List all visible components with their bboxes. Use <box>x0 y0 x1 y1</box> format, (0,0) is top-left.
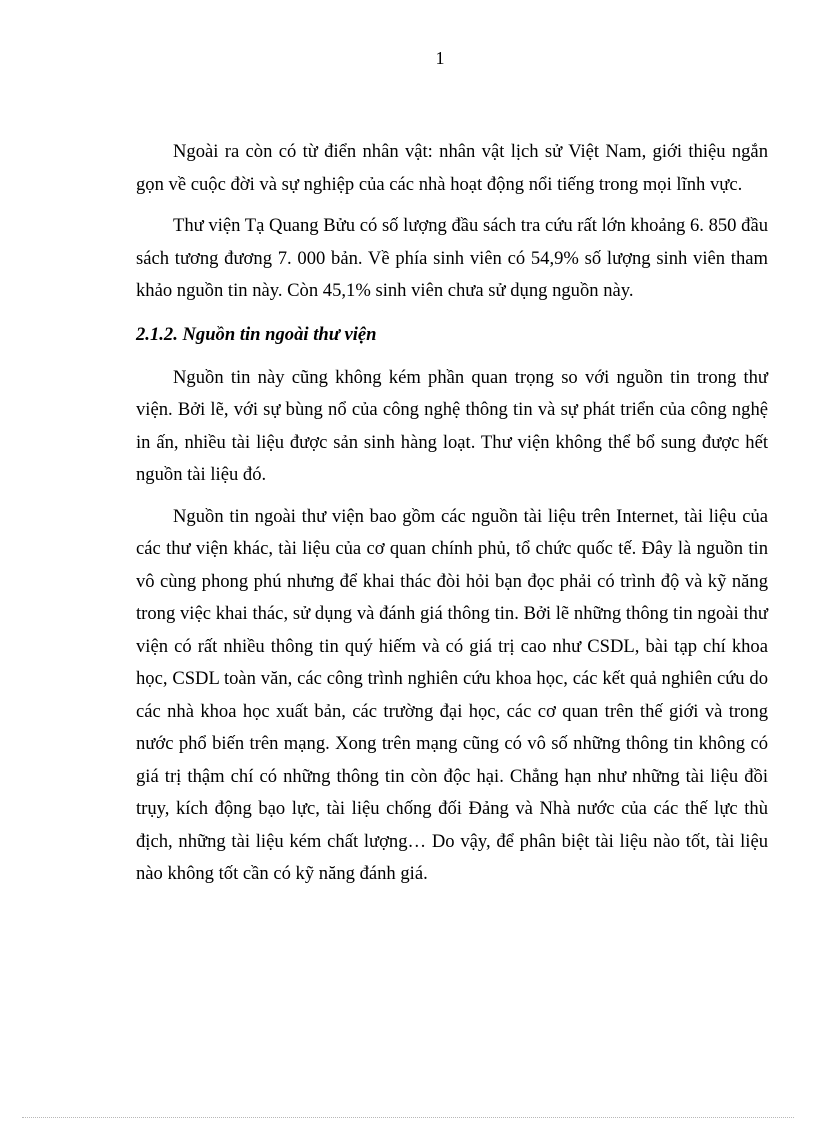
paragraph-external-sources-importance: Nguồn tin này cũng không kém phần quan trọng so với nguồn tin trong thư viện. Bởi lẽ, với sự bùng nổ của công nghệ thông tin và sự phát triển của công nghệ in ấn, nhiều tài liệu được sản sinh hàng loạt. Thư viện không thể bổ sung được hết nguồn tài liệu đó. <box>136 366 768 485</box>
page-bottom-divider <box>22 1117 794 1118</box>
page-number: 1 <box>435 48 445 68</box>
section-heading: 2.1.2. Nguồn tin ngoài thư viện <box>136 323 377 345</box>
paragraph-external-sources-description: Nguồn tin ngoài thư viện bao gồm các nguồn tài liệu trên Internet, tài liệu của các thư viện khác, tài liệu của cơ quan chính phủ, tổ chức quốc tế. Đây là nguồn tin vô cùng phong phú nhưng để khai thác đòi hỏi bạn đọc phải có trình độ và kỹ năng trong việc khai thác, sử dụng và đánh giá thông tin. Bởi lẽ những thông tin ngoài thư viện có rất nhiều thông tin quý hiếm và có giá trị cao như CSDL, bài tạp chí khoa học, CSDL toàn văn, các công trình nghiên cứu khoa học, các kết quả nghiên cứu do các nhà khoa học xuất bản, các trường đại học, các cơ quan trên thế giới và trong nước phổ biến trên mạng. Xong trên mạng cũng có vô số những thông tin không có giá trị thậm chí có những thông tin còn độc hại. Chẳng hạn như những tài liệu đồi trụy, kích động bạo lực, tài liệu chống đối Đảng và Nhà nước của các thế lực thù địch, những tài liệu kém chất lượng… Do vậy, để phân biệt tài liệu nào tốt, tài liệu nào không tốt cần có kỹ năng đánh giá. <box>136 505 768 884</box>
paragraph-library-statistics: Thư viện Tạ Quang Bửu có số lượng đầu sách tra cứu rất lớn khoảng 6. 850 đầu sách tương đương 7. 000 bản. Về phía sinh viên có 54,9% số lượng sinh viên tham khảo nguồn tin này. Còn 45,1% sinh viên chưa sử dụng nguồn này. <box>136 215 768 301</box>
document-body <box>136 136 768 891</box>
paragraph-character-dictionary: Ngoài ra còn có từ điển nhân vật: nhân vật lịch sử Việt Nam, giới thiệu ngắn gọn về cuộc đời và sự nghiệp của các nhà hoạt động nổi tiếng trong mọi lĩnh vực. <box>136 141 768 195</box>
